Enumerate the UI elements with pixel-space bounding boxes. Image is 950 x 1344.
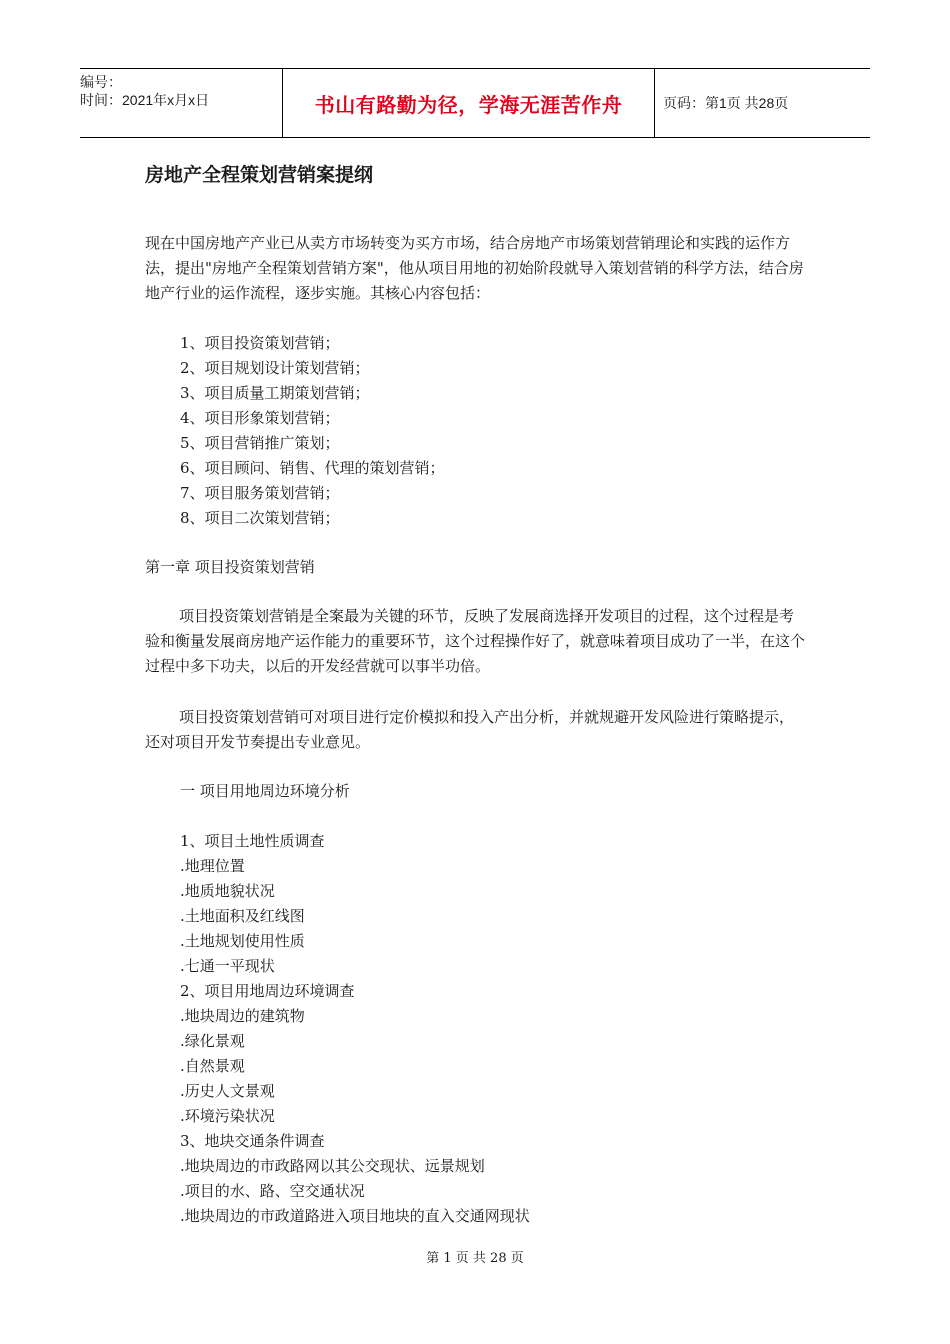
list-item: 1、项目土地性质调查 [180, 832, 325, 850]
document-title: 房地产全程策划营销案提纲 [145, 164, 374, 186]
number-label: 编号： [80, 74, 122, 90]
chapter-paragraph: 项目投资策划营销是全案最为关键的环节，反映了发展商选择开发项目的过程，这个过程是考验和衡量发展商房地产运作能力的重要环节，这个过程操作好了，就意味着项目成功了一半，在这个过程中多下功夫，以后的开发经营就可以事半功倍。 [145, 607, 806, 675]
list-item: .地块周边的市政道路进入项目地块的直入交通网现状 [180, 1207, 530, 1225]
list-item: .地块周边的市政路网以其公交现状、远景规划 [180, 1157, 485, 1175]
list-item: .土地面积及红线图 [180, 907, 305, 925]
chapter-heading: 第一章 项目投资策划营销 [145, 558, 315, 576]
list-item: .历史人文景观 [180, 1082, 275, 1100]
list-item: 3、项目质量工期策划营销； [180, 384, 370, 402]
list-item: 5、项目营销推广策划； [180, 434, 340, 452]
list-item: .土地规划使用性质 [180, 932, 305, 950]
list-item: .环境污染状况 [180, 1107, 275, 1125]
list-item: 8、项目二次策划营销； [180, 509, 340, 527]
page-footer: 第 1 页 共 28 页 [426, 1251, 524, 1266]
core-items-list [180, 331, 445, 531]
time-label: 时间：2021年x月x日 [80, 92, 210, 108]
header-page-code: 页码：第1页 共28页 [663, 95, 789, 111]
list-item: .绿化景观 [180, 1032, 245, 1050]
header-table [80, 68, 870, 138]
intro-paragraph: 现在中国房地产产业已从卖方市场转变为买方市场，结合房地产市场策划营销理论和实践的运作方法，提出"房地产全程策划营销方案"，他从项目用地的初始阶段就导入策划营销的科学方法，结合房地产行业的运作流程，逐步实施。其核心内容包括： [145, 234, 804, 302]
list-item: 3、地块交通条件调查 [180, 1132, 325, 1150]
list-item: .地块周边的建筑物 [180, 1007, 305, 1025]
list-item: .自然景观 [180, 1057, 245, 1075]
list-item: .地质地貌状况 [180, 882, 275, 900]
list-item: 1、项目投资策划营销； [180, 334, 340, 352]
chapter-paragraph: 项目投资策划营销可对项目进行定价模拟和投入产出分析，并就规避开发风险进行策略提示，还对项目开发节奏提出专业意见。 [145, 708, 795, 751]
list-item: .项目的水、路、空交通状况 [180, 1182, 365, 1200]
section-items-list [180, 829, 530, 1229]
list-item: 2、项目用地周边环境调查 [180, 982, 355, 1000]
list-item: 7、项目服务策划营销； [180, 484, 340, 502]
section-heading: 一 项目用地周边环境分析 [180, 782, 350, 800]
list-item: .七通一平现状 [180, 957, 275, 975]
header-meta [80, 69, 282, 137]
list-item: 2、项目规划设计策划营销； [180, 359, 370, 377]
list-item: 6、项目顾问、销售、代理的策划营销； [180, 459, 445, 477]
header-motto: 书山有路勤为径，学海无涯苦作舟 [282, 69, 655, 137]
list-item: .地理位置 [180, 857, 245, 875]
list-item: 4、项目形象策划营销； [180, 409, 340, 427]
